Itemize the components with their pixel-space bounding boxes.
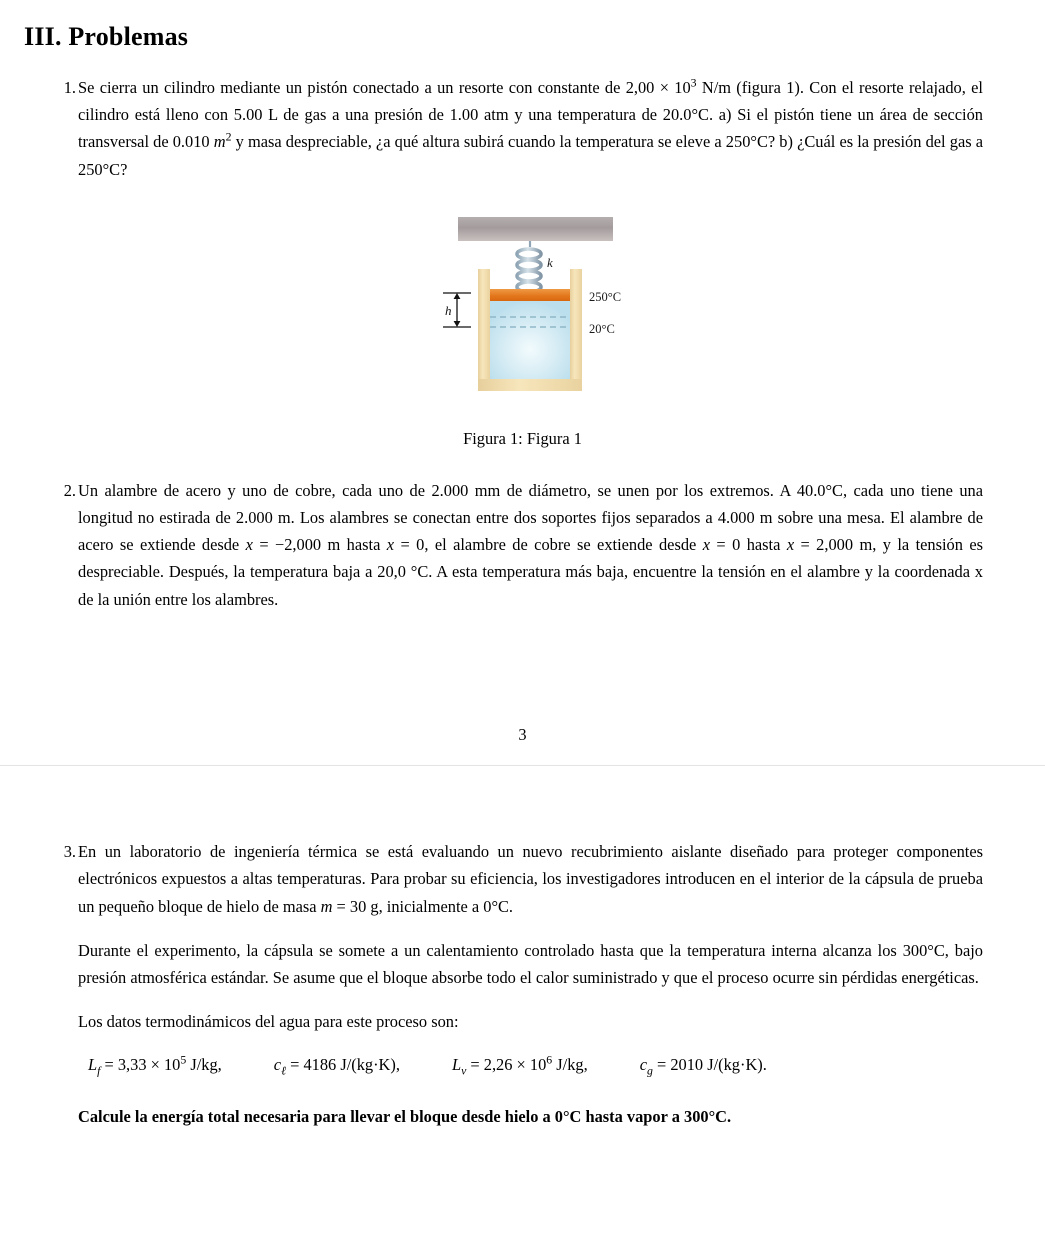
temp-hot-label: 250°C [588,289,621,304]
problem-3-text-b: = 30 g, inicialmente a 0°C. [332,896,514,916]
problem-3-text-para-3: Los datos termodinámicos del agua para este proceso son: [78,1012,459,1032]
value-cl: = 4186 J/(kg·K), [286,1055,400,1075]
problem-3-text-para-2: Durante el experimento, la cápsula se somete a un calentamiento controlado hasta que la temperatura interna alcanza los 300°C, bajo presión atmosférica estándar. Se asume que el bloque absorbe todo el calor suministrado y que el proceso ocurre sin pérdidas energéticas. [78,940,983,988]
problem-item-1 [0,74,1045,183]
problem-1-text-c: y masa despreciable, ¿a qué altura subirá cuando la temperatura se eleve a 250°C? b) ¿Cuál es la presión del gas a 250°C? [78,132,984,179]
math-eq-4: = 2,000 [794,535,854,555]
unit-Lv: J/kg, [552,1055,588,1075]
page-title: III. Problemas [24,22,189,51]
problem-3-text-para-1 [78,838,983,920]
final-instruction-a: Calcule la energía total necesaria para llevar el bloque desde hielo a 0°C hasta vapor a [78,1107,680,1127]
math-eq-3: = 0 [710,535,741,555]
exponent-6: 6 [546,1052,553,1067]
value-cg: = 2010 J/(kg·K). [652,1055,767,1075]
value-Lv: = 2,26 × 10 [466,1055,547,1075]
math-eq-1: = −2,000 [252,535,322,555]
math-symbol-m: m [213,132,226,152]
problem-number: 3. [63,842,76,862]
figure-1-block [0,209,1045,449]
exponent-5: 5 [180,1052,187,1067]
problem-1-text-b: N/m (figura 1). Con el resorte relajado, el cilindro está lleno con 5.00 L de gas a una presión de 1.00 atm y una temperatura de 20.0°C. a) Si el pistón tiene un área de sección transversal de 0.010 [78,78,983,152]
spring-constant-label: k [546,254,553,270]
page-gap [0,766,1045,822]
math-symbol-x: x [386,535,395,555]
problem-2-text-a: Un alambre de acero y uno de cobre, cada uno de 2.000 mm de diámetro, se unen por los extremos. A 40.0°C, cada uno tiene una longitud no estirada de 2.000 m. Los alambres se conectan entre dos soportes fijos separados a 4.000 m sobre una mesa. El alambre de acero se extiende desde [78,480,983,555]
problem-2-text-b: m hasta [321,535,387,555]
exponent-3: 3 [690,75,697,90]
problem-2-text [78,477,983,613]
problem-2-text-e: m, y la tensión es despreciable. Después, la temperatura baja a 20,0 °C. A esta temperatura más baja, encuentre la tensión en el alambre y la coordenada x de la unión entre los alambres. [78,535,983,609]
page-number: 3 [518,724,527,744]
problem-number: 1. [63,78,76,97]
subscript-v: v [461,1063,467,1078]
math-symbol-x: x [786,535,795,555]
subscript-f: f [97,1063,101,1078]
problem-1-text-a: Se cierra un cilindro mediante un pistón conectado a un resorte con constante de 2,00 × 10 [78,78,691,97]
unit-Lf: J/kg, [186,1055,222,1075]
symbol-cg: c [639,1055,647,1075]
problem-item-3 [0,838,1045,1035]
problem-2-text-c: , el alambre de cobre se extiende desde [424,535,703,555]
ceiling-support-icon [458,217,613,241]
math-symbol-x: x [245,535,253,555]
subscript-g: g [647,1063,653,1078]
problem-2-text-d: hasta [740,535,787,555]
value-Lf: = 3,33 × 10 [100,1055,181,1075]
math-eq-2: = 0 [394,535,425,555]
temp-cold-label: 20°C [588,321,615,336]
problem-3-final-instruction [0,1103,1045,1130]
math-symbol-m: m [320,896,333,916]
subscript-ell: ℓ [281,1063,286,1078]
document-page [0,22,1045,1131]
symbol-Lv: L [451,1055,462,1075]
figure-1-caption: Figura 1: Figura 1 [463,428,582,448]
exponent-2: 2 [225,129,232,144]
symbol-Lf: L [88,1055,98,1075]
math-symbol-x: x [702,535,711,555]
height-label: h [444,302,451,318]
gas-region [490,301,570,379]
thermo-constants-row [88,1052,983,1078]
final-instruction-b: 300°C. [684,1107,732,1127]
final-instruction-text [78,1103,983,1130]
cylinder-piston-spring-diagram [423,209,623,399]
problem-item-2 [0,477,1045,613]
piston [490,289,570,301]
problem-3-text-a: En un laboratorio de ingeniería térmica se está evaluando un nuevo recubrimiento aislante diseñado para proteger componentes electrónicos expuestos a altas temperaturas. Para probar su eficiencia, los investigadores introducen en el interior de la cápsula de prueba un pequeño bloque de hielo de masa [78,842,983,916]
symbol-cl: c [273,1055,282,1075]
problem-1-text [78,74,983,183]
problem-number: 2. [63,480,76,500]
figure-1-canvas [423,209,623,399]
